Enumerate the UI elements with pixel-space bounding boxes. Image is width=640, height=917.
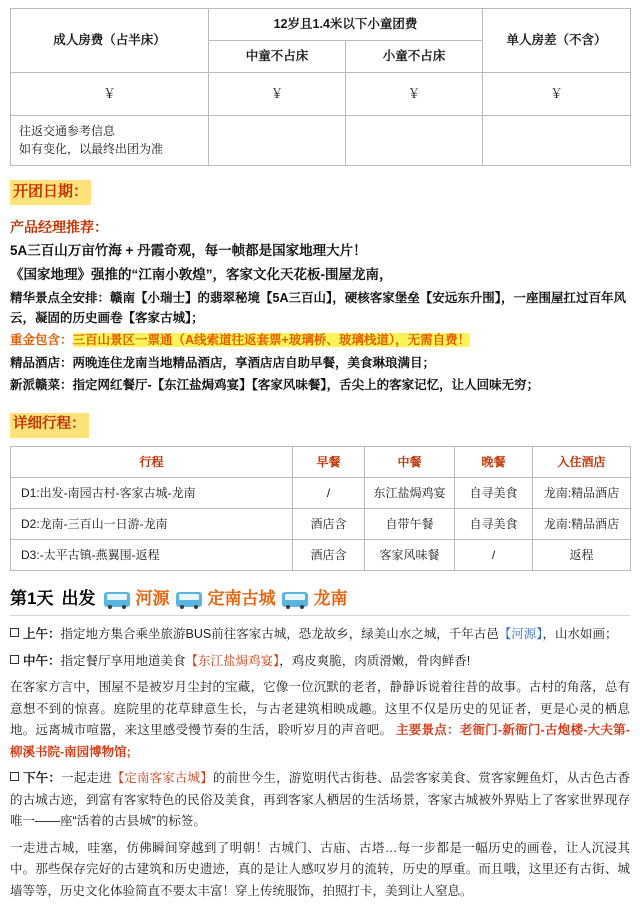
detail-title: 详细行程： (10, 413, 89, 438)
day1-afternoon-text-b: 的前世今生，游览明代古街巷、品尝客家美食、赏客家鲤鱼灯，从古色古香的古城古迹，到富有客家特色的民俗及美食，再到客家人栖居的生活场景，客家古城被外界贴上了客家世界现存唯一——座“活着的古县城”的标签。 (10, 771, 630, 829)
itinerary-dinner: 自寻美食 (455, 508, 533, 539)
pm-highlights (10, 288, 630, 329)
itinerary-route: D3:-太平古镇-燕翼围-返程 (11, 539, 293, 570)
table-row (11, 115, 631, 165)
traffic-blank-2 (346, 115, 483, 165)
itinerary-route: D1:出发-南园古村-客家古城-龙南 (11, 477, 293, 508)
itinerary-lunch: 东江盐焗鸡宴 (365, 477, 455, 508)
bus-icon (176, 592, 202, 607)
day1-afternoon-spot: 【定南客家古城】 (111, 771, 213, 786)
itinerary-breakfast: 酒店含 (293, 539, 365, 570)
day1-morning-spot: 【河源】 (498, 627, 543, 642)
itinerary-col-lunch: 中餐 (365, 446, 455, 477)
kaituan-label: 开团日期： (10, 180, 91, 206)
day1-stop-1: 河源 (135, 588, 170, 608)
itinerary-dinner: / (455, 539, 533, 570)
pm-highlights-label: 精华景点全安排： (10, 290, 111, 305)
day1-noon-tag: 中午： (23, 653, 61, 668)
kaituan-row (10, 166, 630, 206)
pm-food-label: 新派赣菜： (10, 377, 73, 392)
itinerary-header-row (11, 446, 631, 477)
price-header-adult: 成人房费（占半床） (11, 9, 209, 73)
price-subheader-mid-child: 中童不占床 (209, 40, 346, 72)
itinerary-lunch: 自带午餐 (365, 508, 455, 539)
day1-noon-spot: 【东江盐焗鸡宴】 (185, 653, 280, 668)
traffic-blank-3 (483, 115, 631, 165)
bus-icon (104, 592, 130, 607)
itinerary-lunch: 客家风味餐 (365, 539, 455, 570)
bullet-square-icon (10, 772, 19, 781)
pm-heavy-include (10, 330, 630, 350)
itinerary-breakfast: / (293, 477, 365, 508)
day1-para1-spots: 老衙门-新衙门-古炮楼-大夫第-柳溪书院-南园博物馆; (10, 723, 630, 759)
itinerary-route: D2:龙南-三百山一日游-龙南 (11, 508, 293, 539)
table-row (11, 9, 631, 41)
price-value-single-room: ￥ (483, 72, 631, 115)
day1-label: 第1天 (10, 588, 54, 608)
pm-line-1: 5A三百山万亩竹海 + 丹霞奇观，每一帧都是国家地理大片！ (10, 243, 367, 259)
pm-hotel-text: 两晚连住龙南当地精品酒店，享酒店店自助早餐，美食琳琅满目； (72, 355, 436, 370)
price-subheader-small-child: 小童不占床 (346, 40, 483, 72)
price-header-single-room: 单人房差（不含） (483, 9, 631, 73)
day1-morning-text-a: 指定地方集合乘坐旅游BUS前往客家古城，恐龙故乡，绿美山水之城，千年古邑 (60, 627, 499, 642)
day1-paragraph-2: 一走进古城，哇塞，仿佛瞬间穿越到了明朝！古城门、古庙、古塔…每一步都是一幅历史的画卷，让人沉浸其中。那些保存完好的古建筑和历史遗迹，真的是让人感叹岁月的流转，历史的厚重。而且哦，这里还有古街、城墙等等，历史文化体验简直不要太丰富！穿上传统服饰，拍照打卡，美到让人窒息。 (10, 840, 630, 898)
itinerary-hotel: 返程 (533, 539, 631, 570)
pm-highlights-text: 赣南【小瑞士】的翡翠秘境【5A三百山】，硬核客家堡垒【安远东升围】，一座围屋扛过百年风云，凝固的历史画卷【客家古城】； (10, 290, 626, 326)
bullet-square-icon (10, 628, 19, 637)
itinerary-col-hotel: 入住酒店 (533, 446, 631, 477)
traffic-note (11, 115, 209, 165)
day1-noon-text-b: ，鸡皮爽脆，肉质滑嫩，骨肉鲜香! (279, 653, 471, 668)
table-row (11, 72, 631, 115)
day1-stop-2: 定南古城 (207, 588, 276, 608)
detail-title-row (10, 397, 630, 438)
price-value-mid-child: ￥ (209, 72, 346, 115)
day1-noon-text-a: 指定餐厅享用地道美食 (60, 653, 186, 668)
itinerary-hotel: 龙南:精品酒店 (533, 477, 631, 508)
day1-afternoon (10, 768, 630, 833)
product-manager-title: 产品经理推荐： (10, 219, 108, 236)
itinerary-table (10, 446, 631, 571)
day1-stop-3: 龙南 (313, 588, 348, 608)
itinerary-col-dinner: 晚餐 (455, 446, 533, 477)
traffic-note-line1: 往返交通参考信息 (19, 123, 116, 138)
itinerary-breakfast: 酒店含 (293, 508, 365, 539)
pm-food (10, 375, 630, 395)
pm-heavy-text: 三百山景区一票通（A线索道往返套票+玻璃桥、玻璃栈道），无需自费！ (72, 333, 471, 348)
table-row (11, 539, 631, 570)
itinerary-hotel: 龙南:精品酒店 (533, 508, 631, 539)
price-table (10, 8, 631, 166)
day1-afternoon-tag: 下午： (23, 771, 62, 786)
itinerary-col-route: 行程 (11, 446, 293, 477)
traffic-note-line2: 如有变化，以最终出团为准 (19, 142, 164, 157)
day1-para1-spot-label: 主要景点： (395, 723, 460, 738)
day1-morning (10, 624, 630, 646)
pm-food-text: 指定网红餐厅-【东江盐焗鸡宴】【客家风味餐】，舌尖上的客家记忆，让人回味无穷； (72, 377, 540, 392)
bus-icon (282, 592, 308, 607)
itinerary-col-breakfast: 早餐 (293, 446, 365, 477)
day1-morning-tag: 上午： (23, 627, 61, 642)
product-manager-block (10, 217, 630, 395)
day1-divider (10, 615, 630, 616)
price-value-small-child: ￥ (346, 72, 483, 115)
pm-heavy-label: 重金包含： (10, 333, 73, 348)
day1-paragraph-1 (10, 677, 630, 763)
price-value-adult: ￥ (11, 72, 209, 115)
day1-heading (10, 589, 630, 609)
traffic-blank-1 (209, 115, 346, 165)
pm-line-2: 《国家地理》强推的“江南小敦煌”，客家文化天花板-围屋龙南， (10, 267, 393, 283)
day1-noon (10, 651, 630, 673)
day1-morning-text-b: ，山水如画； (542, 627, 618, 642)
itinerary-dinner: 自寻美食 (455, 477, 533, 508)
day1-para1-text: 在客家方言中，围屋不是被岁月尘封的宝藏，它像一位沉默的老者，静静诉说着往昔的故事。古村的角落，总有意想不到的惊喜。庭院里的花草肆意生长，与古老建筑相映成趣。这里不仅是历史的见证者，更是心灵的栖息地。远离城市喧嚣，来这里感受慢节奏的生活，聆听岁月的声音吧。 (10, 680, 630, 738)
day1-word: 出发 (61, 588, 96, 608)
pm-hotel (10, 353, 630, 373)
price-header-child-group: 12岁且1.4米以下小童团费 (209, 9, 483, 41)
day1-afternoon-text-a: 一起走进 (61, 771, 112, 786)
bullet-square-icon (10, 655, 19, 664)
pm-hotel-label: 精品酒店： (10, 355, 73, 370)
table-row (11, 477, 631, 508)
table-row (11, 508, 631, 539)
